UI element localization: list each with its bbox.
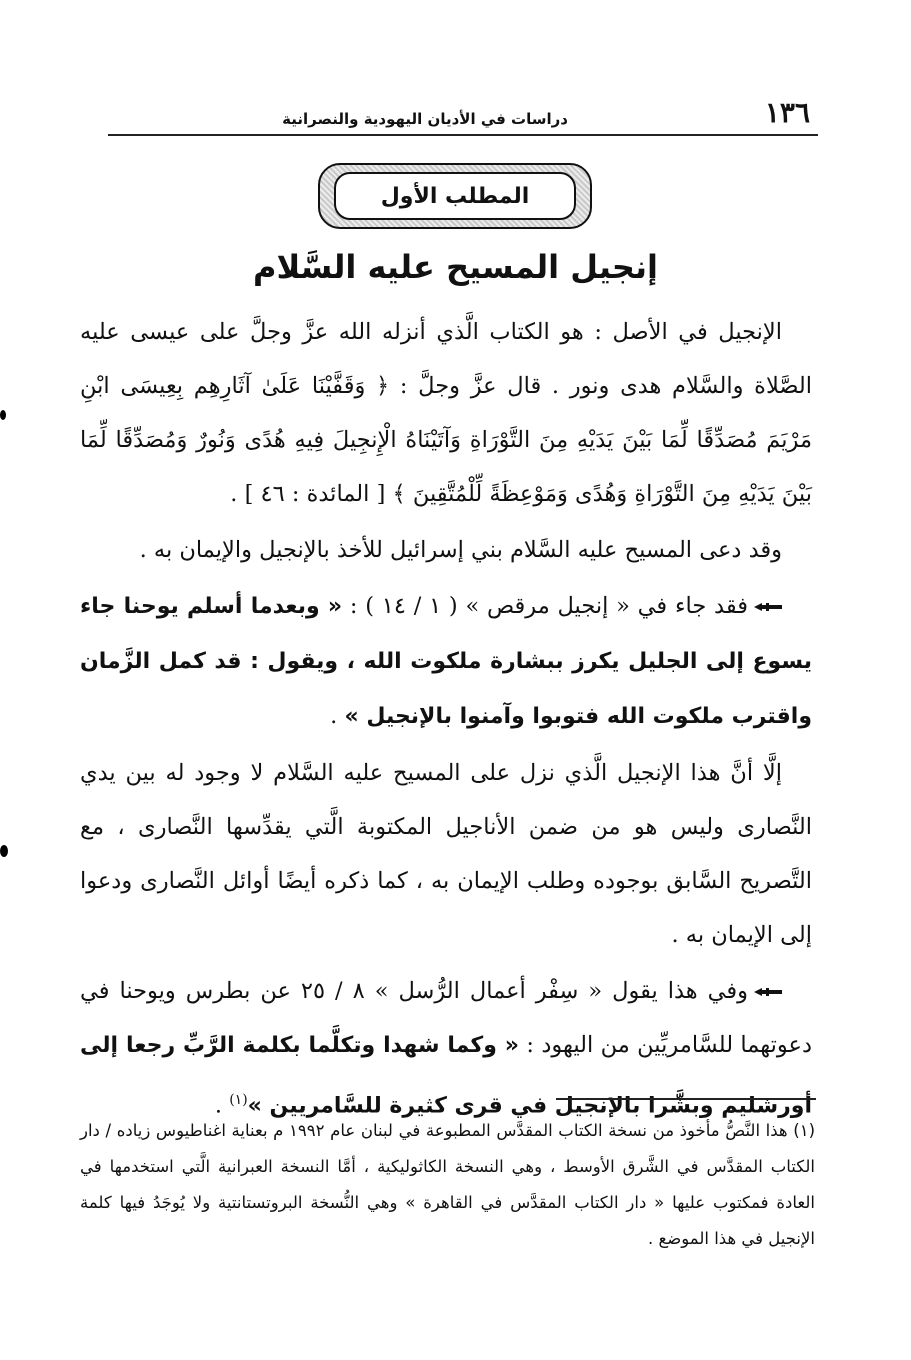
main-text [80, 305, 812, 1134]
pointing-hand-icon [754, 987, 782, 997]
chapter-title: إنجيل المسيح عليه السَّلام [253, 248, 658, 286]
paragraph-gospel-definition [80, 305, 812, 521]
paragraph-text: وفي هذا يقول « سِفْر أعمال الرُّسل » ٨ / ٢٥ عن بطرس ويوحنا في دعوتهما للسَّامريِّين من اليهود : [80, 978, 813, 1058]
running-title: دراسات في الأديان اليهودية والنصرانية [282, 110, 568, 128]
paragraph-end: . [214, 1092, 230, 1119]
paragraph-end: . [330, 703, 345, 729]
section-label: المطلب الأول [334, 172, 576, 220]
paragraph-text: الإنجيل في الأصل : هو الكتاب الَّذي أنزله الله عزَّ وجلَّ على عيسى عليه الصَّلاة والسَّلام هدى ونور . قال عزَّ وجلَّ : [80, 319, 812, 399]
footnotes [80, 1113, 815, 1257]
acts-quote: « وكما شهدا وتكلَّما بكلمة الرَّبِّ رجعا إلى أورشليم وبشَّرا بالإنجيل في قرى كثيرة للسَّامريين » [80, 1033, 812, 1119]
gospel-quote: « وبعدما أسلم يوحنا جاء يسوع إلى الجليل يكرز ببشارة ملكوت الله ، ويقول : قد كمل الزَّمان واقترب ملكوت الله فتوبوا وآمنوا بالإنجيل » [80, 594, 812, 729]
footnote-divider [556, 1098, 816, 1100]
section-label-frame [318, 163, 592, 229]
quran-verse: ﴿ وَقَفَّيْنَا عَلَىٰ آثَارِهِم بِعِيسَى ابْنِ مَرْيَمَ مُصَدِّقًا لِّمَا بَيْنَ يَدَيْهِ مِنَ التَّوْرَاةِ وَآتَيْنَاهُ الْإِنجِيلَ فِيهِ هُدًى وَنُورٌ وَمُصَدِّقًا لِّمَا بَيْنَ يَدَيْهِ مِنَ التَّوْرَاةِ وَهُدًى وَمَوْعِظَةً لِّلْمُتَّقِينَ ﴾ [80, 373, 812, 507]
footnote-reference: (١) [229, 1092, 248, 1108]
scan-mark [0, 410, 6, 420]
scan-mark [0, 845, 8, 857]
page-header [108, 94, 818, 136]
verse-reference: [ المائدة : ٤٦ ] . [230, 481, 393, 507]
paragraph-text: وقد دعى المسيح عليه السَّلام بني إسرائيل للأخذ بالإنجيل والإيمان به . [139, 537, 782, 563]
paragraph-text: إلَّا أنَّ هذا الإنجيل الَّذي نزل على المسيح عليه السَّلام لا وجود له بين يدي النَّصارى وليس هو من ضمن الأناجيل المكتوبة الَّتي يقدِّسها النَّصارى ، مع التَّصريح السَّابق بوجوده وطلب الإيمان به ، كما ذكره أيضًا أوائل النَّصارى ودعوا إلى الإيمان به . [80, 760, 812, 948]
footnote-1: (١) هذا النَّصُّ مأخوذ من نسخة الكتاب المقدَّس المطبوعة في لبنان عام ١٩٩٢ م بعناية اغناطيوس زياده / دار الكتاب المقدَّس في الشَّرق الأوسط ، وهي النسخة الكاثوليكية ، أمَّا النسخة العبرانية الَّتي استخدمها في العادة فمكتوب عليها « دار الكتاب المقدَّس في القاهرة » وهي النُّسخة البروتستانتية ولا يُوجَدُ فيها كلمة الإنجيل في هذا الموضع . [80, 1121, 815, 1248]
paragraph-acts-quote [80, 964, 812, 1134]
paragraph-absence [80, 746, 812, 962]
paragraph-text: فقد جاء في « إنجيل مرقص » ( ١ / ١٤ ) : [342, 593, 748, 619]
page-number: ١٣٦ [764, 96, 810, 129]
paragraph-call [80, 523, 812, 577]
pointing-hand-icon [754, 602, 782, 612]
paragraph-mark-quote [80, 579, 812, 744]
